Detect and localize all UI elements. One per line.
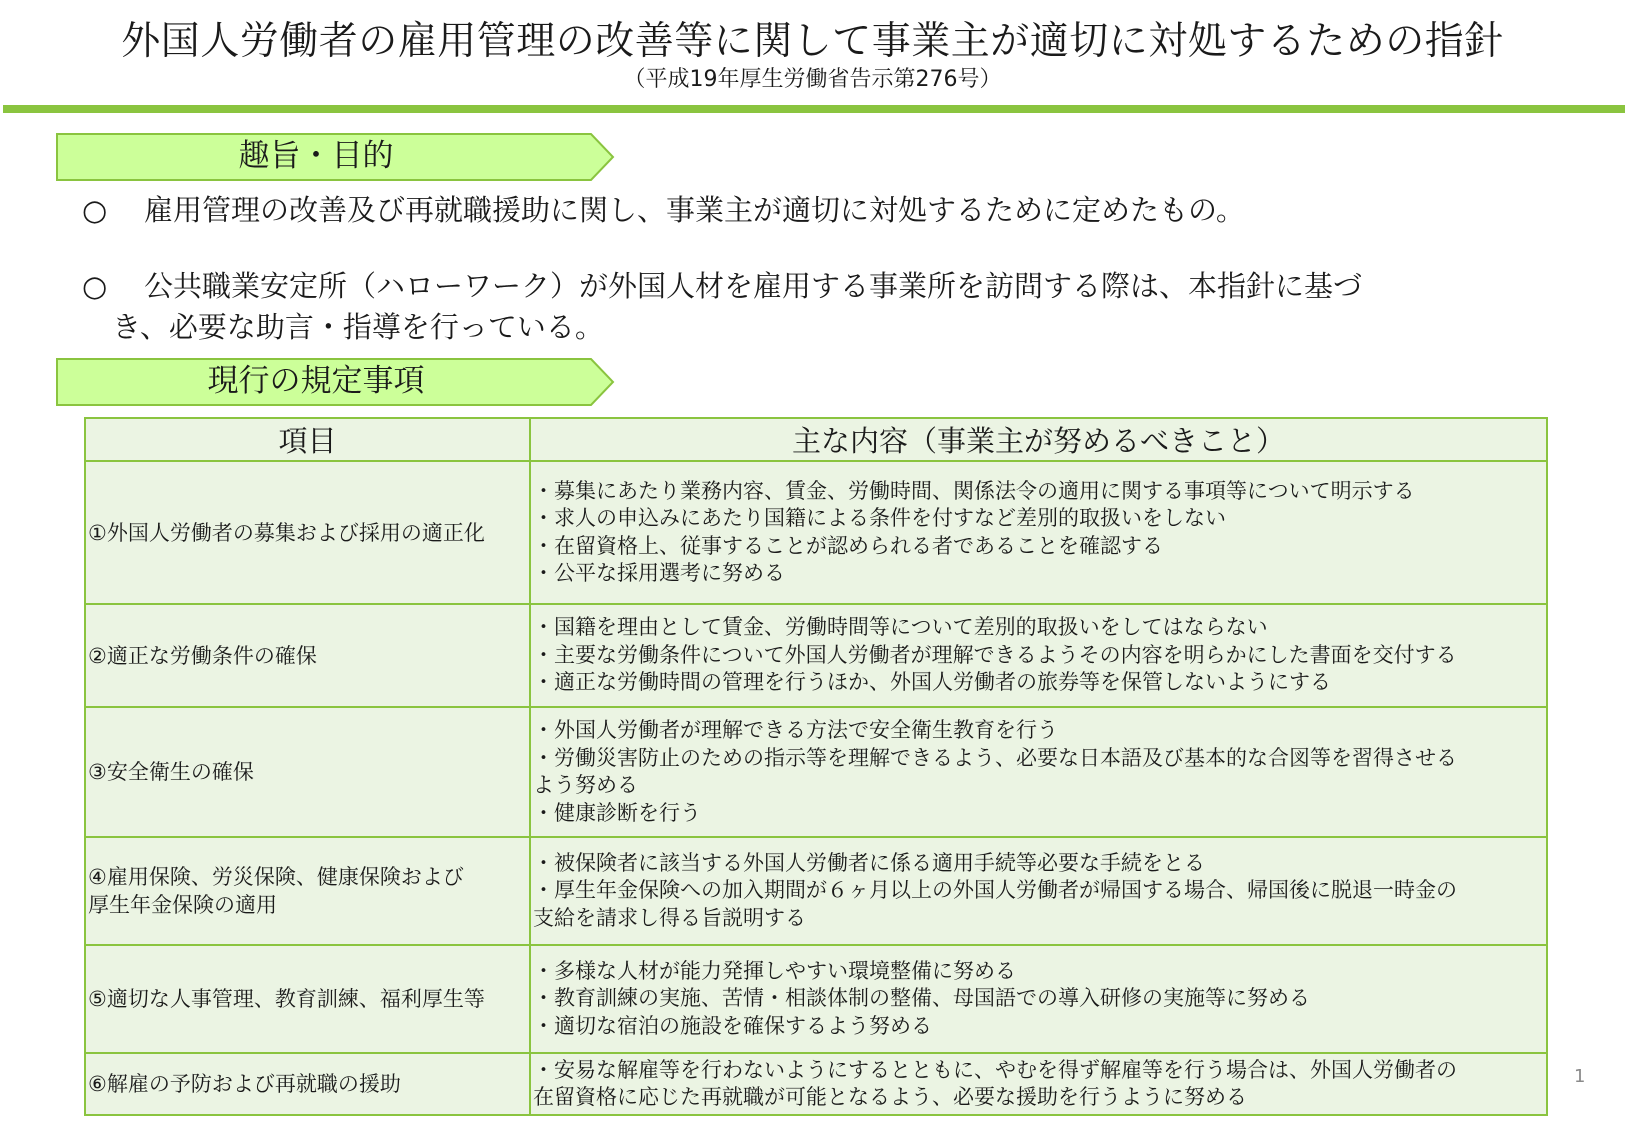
purpose-bullet-2-continuation: き、必要な助言・指導を行っている。 <box>112 310 604 344</box>
section-heading-provisions: 現行の規定事項 <box>207 363 425 399</box>
row-content <box>530 461 1547 604</box>
content-line: ・厚生年金保険への加入期間が６ヶ月以上の外国人労働者が帰国する場合、帰国後に脱退一時金の <box>533 878 1457 903</box>
table-row <box>85 461 1547 604</box>
row-item-label: ⑥解雇の予防および再就職の援助 <box>85 1053 530 1115</box>
row-item-label: ②適正な労働条件の確保 <box>85 604 530 707</box>
content-line: ・安易な解雇等を行わないようにするとともに、やむを得ず解雇等を行う場合は、外国人労働者の <box>533 1057 1457 1082</box>
row-item-label: ③安全衛生の確保 <box>85 707 530 837</box>
table-header-row <box>85 418 1547 461</box>
table-row <box>85 837 1547 945</box>
table-row <box>85 604 1547 707</box>
item-line: 厚生年金保険の適用 <box>88 893 277 917</box>
table-row <box>85 945 1547 1053</box>
header-divider <box>3 105 1625 113</box>
content-line: 在留資格に応じた再就職が可能となるよう、必要な援助を行うように努める <box>533 1085 1247 1109</box>
purpose-bullet-2 <box>82 266 1362 307</box>
page-subtitle: （平成19年厚生労働省告示第276号） <box>623 67 1002 92</box>
bullet-text: 雇用管理の改善及び再就職援助に関し、事業主が適切に対処するために定めたもの。 <box>144 193 1245 227</box>
section-tag-purpose <box>56 133 614 179</box>
content-line: ・労働災害防止のための指示等を理解できるよう、必要な日本語及び基本的な合図等を習得させる <box>533 745 1457 770</box>
page-title: 外国人労働者の雇用管理の改善等に関して事業主が適切に対処するための指針 <box>121 19 1504 64</box>
row-content <box>530 945 1547 1053</box>
content-line: ・適正な労働時間の管理を行うほか、外国人労働者の旅券等を保管しないようにする <box>533 670 1331 695</box>
content-line: ・主要な労働条件について外国人労働者が理解できるようその内容を明らかにした書面を交付する <box>533 642 1457 667</box>
row-item-label: ⑤適切な人事管理、教育訓練、福利厚生等 <box>85 945 530 1053</box>
item-line: ④雇用保険、労災保険、健康保険および <box>88 865 464 889</box>
row-item-label: ①外国人労働者の募集および採用の適正化 <box>85 461 530 604</box>
content-line: ・多様な人材が能力発揮しやすい環境整備に努める <box>533 958 1016 983</box>
content-line: よう努める <box>533 773 638 797</box>
content-line: ・適切な宿泊の施設を確保するよう努める <box>533 1013 932 1038</box>
section-heading-purpose: 趣旨・目的 <box>238 138 394 174</box>
circle-bullet-icon: ○ <box>82 269 108 303</box>
content-line: ・教育訓練の実施、苦情・相談体制の整備、母国語での導入研修の実施等に努める <box>533 986 1310 1011</box>
content-line: ・在留資格上、従事することが認められる者であることを確認する <box>533 533 1163 558</box>
content-line: ・求人の申込みにあたり国籍による条件を付すなど差別的取扱いをしない <box>533 506 1226 530</box>
column-header-item: 項目 <box>85 418 530 461</box>
content-line: 支給を請求し得る旨説明する <box>533 905 806 930</box>
row-content <box>530 1053 1547 1115</box>
table-row <box>85 707 1547 837</box>
table-row <box>85 1053 1547 1115</box>
content-line: ・外国人労働者が理解できる方法で安全衛生教育を行う <box>533 718 1058 742</box>
column-header-content: 主な内容（事業主が努めるべきこと） <box>530 418 1547 461</box>
row-content <box>530 604 1547 707</box>
bullet-text: 公共職業安定所（ハローワーク）が外国人材を雇用する事業所を訪問する際は、本指針に基づ <box>144 269 1363 303</box>
purpose-bullet-1 <box>82 190 1245 231</box>
row-content <box>530 837 1547 945</box>
content-line: ・国籍を理由として賃金、労働時間等について差別的取扱いをしてはならない <box>533 615 1268 640</box>
content-line: ・募集にあたり業務内容、賃金、労働時間、関係法令の適用に関する事項等について明示する <box>533 478 1415 503</box>
content-line: ・公平な採用選考に努める <box>533 561 785 585</box>
circle-bullet-icon: ○ <box>82 193 108 227</box>
page-number: 1 <box>1574 1066 1586 1087</box>
row-item-label <box>85 837 530 945</box>
row-content <box>530 707 1547 837</box>
content-line: ・健康診断を行う <box>533 800 701 825</box>
section-tag-provisions <box>56 358 614 404</box>
content-line: ・被保険者に該当する外国人労働者に係る適用手続等必要な手続をとる <box>533 850 1205 875</box>
provisions-table <box>84 417 1548 1116</box>
